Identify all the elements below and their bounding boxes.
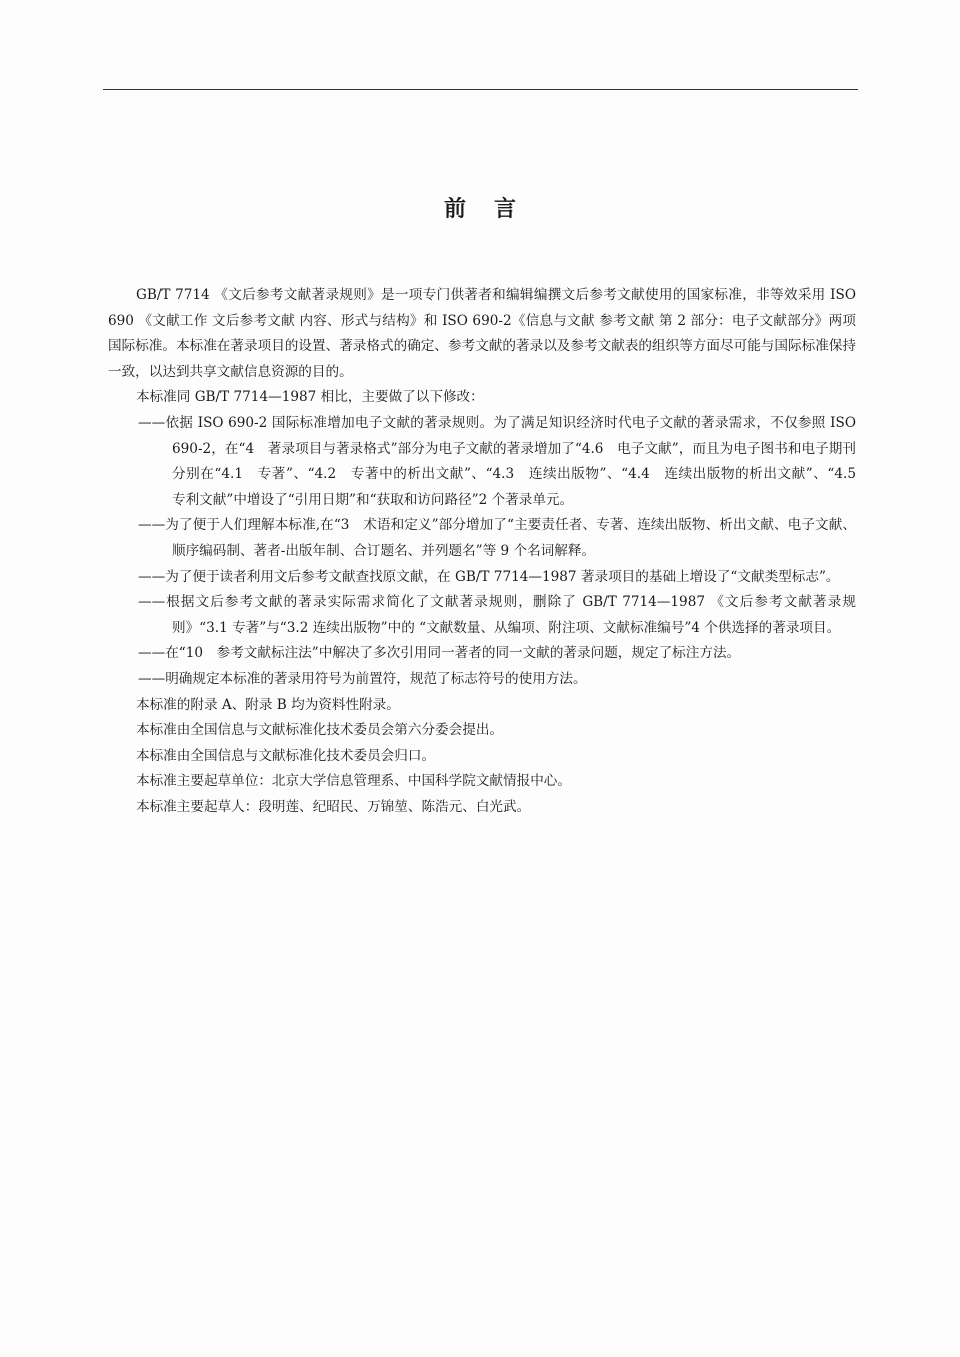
change-item: ——为了便于人们理解本标准,在“3 术语和定义”部分增加了“主要责任者、专著、连续出版物、析出文献、电子文献、顺序编码制、著者-出版年制、合订题名、并列题名”等 9 个名词解释。 bbox=[138, 517, 856, 559]
jurisdiction-note: 本标准由全国信息与文献标准化技术委员会归口。 bbox=[136, 747, 436, 764]
drafting-units-note: 本标准主要起草单位：北京大学信息管理系、中国科学院文献情报中心。 bbox=[136, 773, 571, 790]
appendix-note: 本标准的附录 A、附录 B 均为资料性附录。 bbox=[136, 696, 400, 713]
change-item: ——明确规定本标准的著录用符号为前置符，规范了标志符号的使用方法。 bbox=[138, 670, 587, 687]
change-item: ——根据文后参考文献的著录实际需求简化了文献著录规则，删除了 GB/T 7714—1987 《文后参考文献著录规则》“3.1 专著”与“3.2 连续出版物”中的 “文献数量、从编项、附注项、文献标准编号”4 个供选择的著录项目。 bbox=[138, 594, 856, 636]
change-item: ——在“10 参考文献标注法”中解决了多次引用同一著者的同一文献的著录问题，规定了标注方法。 bbox=[138, 645, 741, 662]
header-rule bbox=[103, 89, 858, 90]
change-item: ——依据 ISO 690-2 国际标准增加电子文献的著录规则。为了满足知识经济时代电子文献的著录需求，不仅参照 ISO 690-2，在“4 著录项目与著录格式”部分为电子文献的著录增加了“4.6 电子文献”，而且为电子图书和电子期刊分别在“4.1 专著”、“4.2 专著中的析出文献”、“4.3 连续出版物”、“4.4 连续出版物的析出文献”、“4.5 专利文献”中增设了“引用日期”和“获取和访问路径”2 个著录单元。 bbox=[138, 414, 870, 508]
page-title: 前言 bbox=[443, 196, 544, 222]
comparison-paragraph: 本标准同 GB/T 7714—1987 相比，主要做了以下修改： bbox=[136, 389, 484, 406]
intro-paragraph: GB/T 7714 《文后参考文献著录规则》是一项专门供著者和编辑编撰文后参考文献使用的国家标准，非等效采用 ISO 690 《文献工作 文后参考文献 内容、形式与结构》和 ISO 690-2《信息与文献 参考文献 第 2 部分：电子文献部分》两项国际标准。本标准在著录项目的设置、著录格式的确定、参考文献的著录以及参考文献表的组织等方面尽可能与国际标准保持一致，以达到共享文献信息资源的目的。 bbox=[108, 287, 856, 380]
foreword-body bbox=[108, 283, 870, 820]
change-item: ——为了便于读者利用文后参考文献查找原文献，在 GB/T 7714—1987 著录项目的基础上增设了“文献类型标志”。 bbox=[138, 568, 840, 585]
proposer-note: 本标准由全国信息与文献标准化技术委员会第六分委会提出。 bbox=[136, 722, 504, 739]
drafters-note: 本标准主要起草人：段明莲、纪昭民、万锦堃、陈浩元、白光武。 bbox=[136, 798, 531, 815]
